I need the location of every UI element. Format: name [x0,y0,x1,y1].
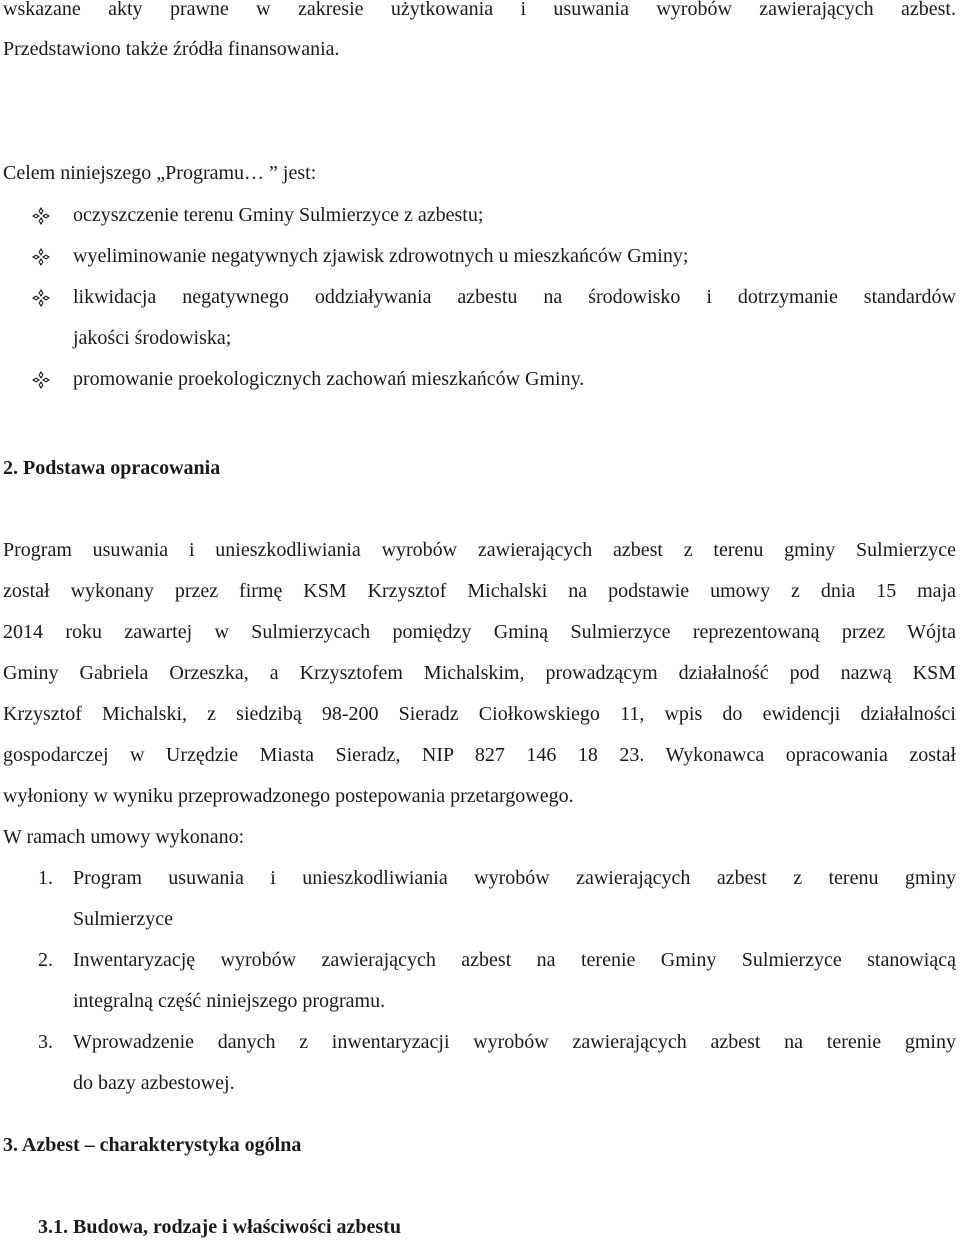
section-2-para-line-1: Program usuwania i unieszkodliwiania wyrobów zawierających azbest z terenu gminy Sulmierzyce [3,539,956,561]
section-2-para-line-2: został wykonany przez firmę KSM Krzysztof Michalski na podstawie umowy z dnia 15 maja [3,580,956,602]
goals-lead: Celem niniejszego „Programu… ” jest: [3,162,317,184]
section-2-para-line-6: gospodarczej w Urzędzie Miasta Sieradz, NIP 827 146 18 23. Wykonawca opracowania został [3,744,956,766]
intro-line-1: wskazane akty prawne w zakresie użytkowania i usuwania wyrobów zawierających azbest. [3,0,956,20]
scope-lead: W ramach umowy wykonano: [3,826,245,848]
section-3-heading: 3. Azbest – charakterystyka ogólna [3,1134,302,1156]
section-2-para-line-5: Krzysztof Michalski, z siedzibą 98-200 Sieradz Ciołkowskiego 11, wpis do ewidencji działalności [3,703,956,725]
diamond-bullet-icon [31,288,51,308]
scope-item-2-line-2: integralną część niniejszego programu. [73,990,386,1012]
section-2-para-line-4: Gminy Gabriela Orzeszka, a Krzysztofem Michalskim, prowadzącym działalność pod nazwą KSM [3,662,956,684]
scope-item-3-line-1: Wprowadzenie danych z inwentaryzacji wyrobów zawierających azbest na terenie gminy [73,1031,956,1053]
section-2-para-line-3: 2014 roku zawartej w Sulmierzycach pomiędzy Gminą Sulmierzyce reprezentowaną przez Wójta [3,621,956,643]
scope-item-2-line-1: Inwentaryzację wyrobów zawierających azbest na terenie Gminy Sulmierzyce stanowiącą [73,949,956,971]
goal-item-3-line-1: likwidacja negatywnego oddziaływania azbestu na środowisko i dotrzymanie standardów [73,286,956,308]
section-2-para-last: wyłoniony w wyniku przeprowadzonego postepowania przetargowego. [3,785,574,807]
scope-item-3-line-2: do bazy azbestowej. [73,1072,235,1094]
goal-item-4: promowanie proekologicznych zachowań mieszkańców Gminy. [73,368,585,390]
scope-item-1-line-2: Sulmierzyce [73,908,173,930]
diamond-bullet-icon [31,247,51,267]
goal-item-1: oczyszczenie terenu Gminy Sulmierzyce z azbestu; [73,204,484,226]
diamond-bullet-icon [31,370,51,390]
diamond-bullet-icon [31,206,51,226]
scope-item-1-number: 1. [38,867,53,889]
scope-item-2-number: 2. [38,949,53,971]
intro-line-2: Przedstawiono także źródła finansowania. [3,38,340,60]
goal-item-3-line-2: jakości środowiska; [73,327,232,349]
scope-item-1-line-1: Program usuwania i unieszkodliwiania wyrobów zawierających azbest z terenu gminy [73,867,956,889]
scope-item-3-number: 3. [38,1031,53,1053]
goal-item-2: wyeliminowanie negatywnych zjawisk zdrowotnych u mieszkańców Gminy; [73,245,689,267]
section-2-heading: 2. Podstawa opracowania [3,457,221,479]
section-3-1-heading: 3.1. Budowa, rodzaje i właściwości azbestu [38,1216,401,1238]
